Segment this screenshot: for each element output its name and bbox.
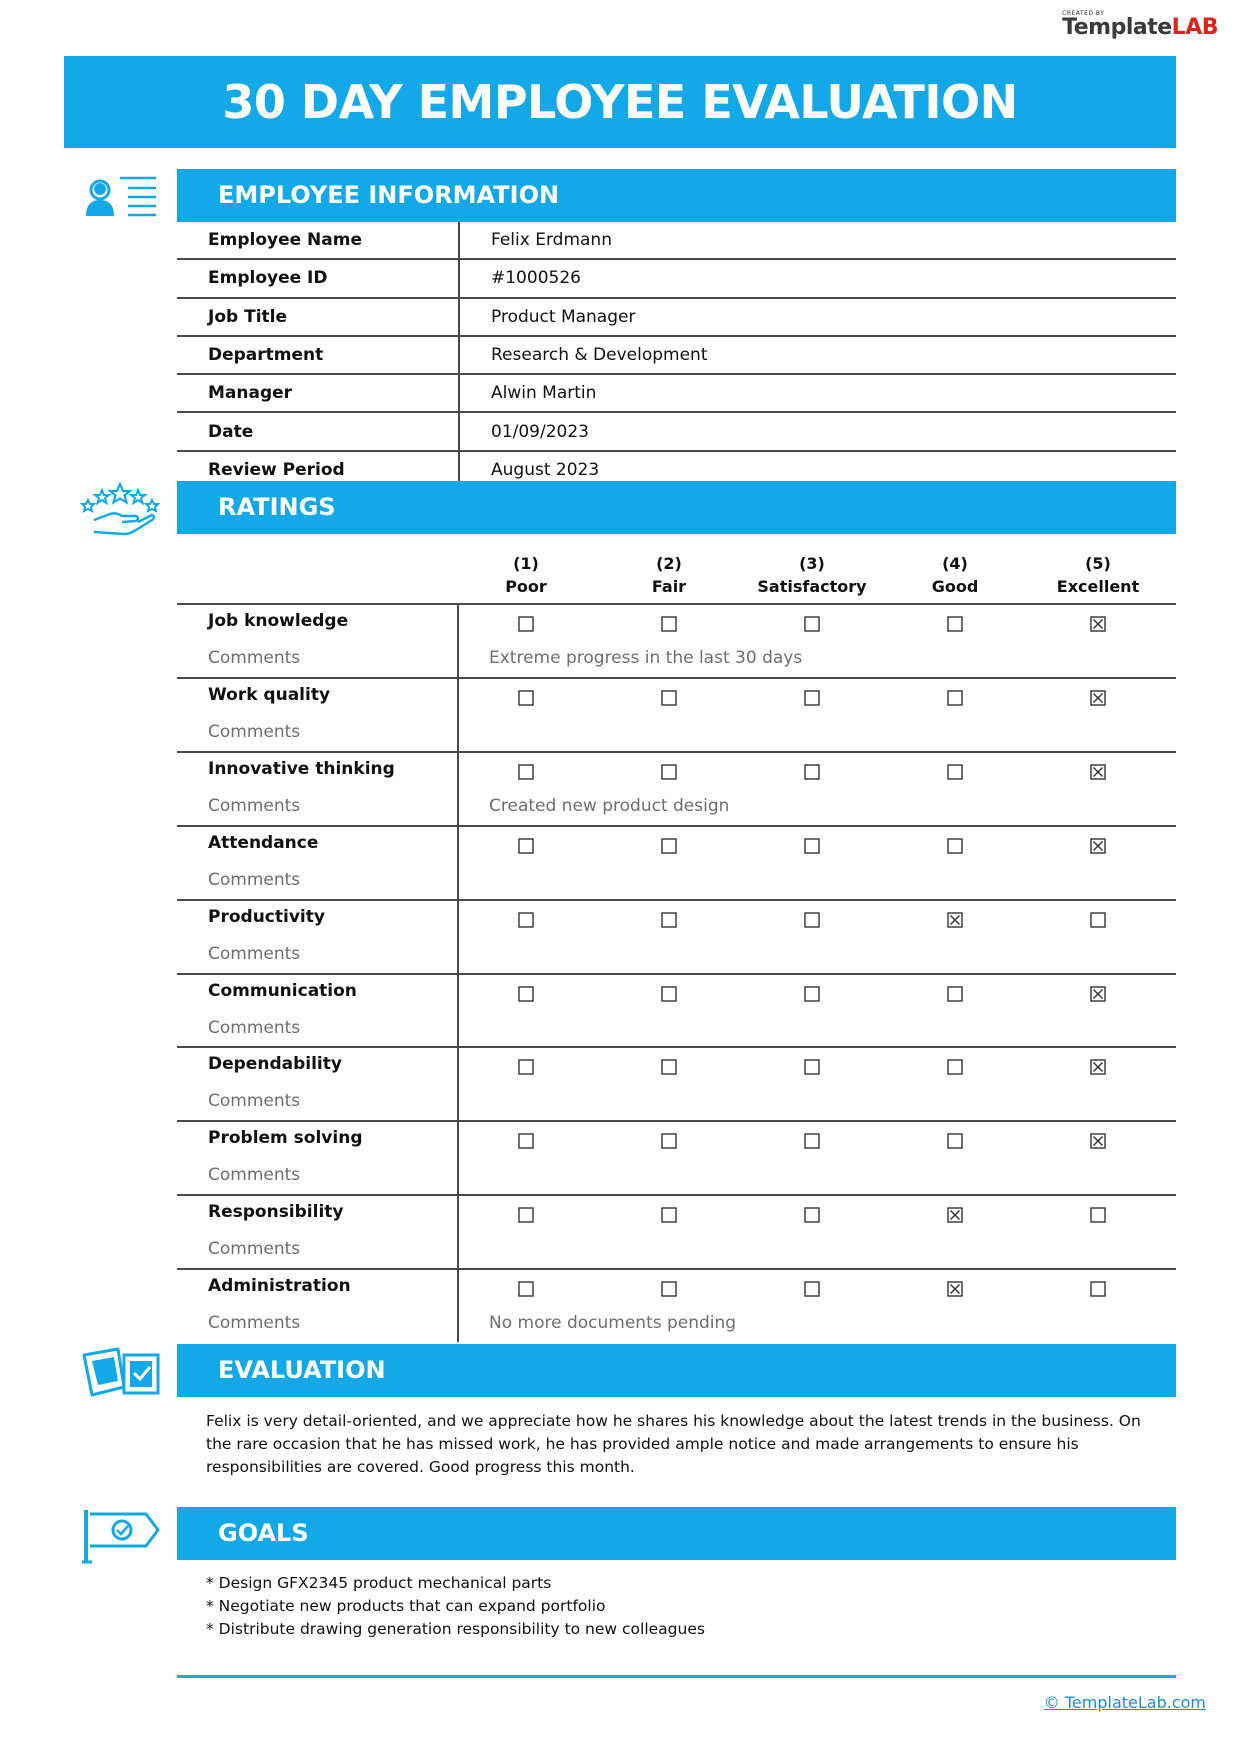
- criterion-name: Work quality: [208, 684, 331, 705]
- checkbox-checked-icon[interactable]: [947, 1281, 963, 1297]
- checkbox-empty-icon[interactable]: [518, 764, 534, 780]
- info-value: 01/09/2023: [459, 412, 1176, 450]
- section-header-goals: GOALS: [177, 1507, 1176, 1560]
- checkbox-empty-icon[interactable]: [661, 912, 677, 928]
- rating-scale-column: [885, 552, 1025, 598]
- info-value: Alwin Martin: [459, 374, 1176, 412]
- checkbox-empty-icon[interactable]: [947, 986, 963, 1002]
- checkbox-empty-icon[interactable]: [1090, 912, 1106, 928]
- criterion-name: Responsibility: [208, 1202, 344, 1223]
- evaluation-cards-icon: [80, 1343, 162, 1403]
- rating-scale-column: [1028, 552, 1168, 598]
- templatelab-link[interactable]: © TemplateLab.com: [1043, 1693, 1206, 1712]
- rating-scale-number: (4): [942, 554, 968, 573]
- criterion-name: Innovative thinking: [208, 758, 395, 779]
- comments-label: Comments: [208, 648, 301, 668]
- checkbox-empty-icon[interactable]: [804, 764, 820, 780]
- goals-list: [206, 1572, 705, 1641]
- section-header-evaluation: EVALUATION: [177, 1344, 1176, 1397]
- rating-scale-number: (1): [513, 554, 539, 573]
- checkbox-checked-icon[interactable]: [947, 912, 963, 928]
- checkbox-empty-icon[interactable]: [518, 616, 534, 632]
- comments-label: Comments: [208, 1165, 301, 1186]
- info-row: [177, 412, 1176, 450]
- comments-label: Comments: [208, 1239, 301, 1260]
- criterion-name: Administration: [208, 1276, 351, 1297]
- logo-created-by: CREATED BY: [1062, 10, 1105, 17]
- rating-scale-number: (5): [1085, 554, 1111, 573]
- info-value: August 2023: [491, 459, 600, 480]
- column-divider: [457, 1048, 459, 1120]
- column-divider: [457, 1122, 459, 1194]
- employee-card-icon: [80, 168, 162, 228]
- info-label: Employee ID: [177, 259, 459, 297]
- checkbox-empty-icon[interactable]: [518, 1207, 534, 1223]
- info-label: Date: [177, 412, 459, 450]
- page-title: 30 DAY EMPLOYEE EVALUATION: [64, 56, 1176, 148]
- checkbox-empty-icon[interactable]: [947, 1059, 963, 1075]
- rating-row: [177, 603, 1176, 677]
- section-header-ratings: RATINGS: [177, 481, 1176, 534]
- rating-row: [177, 1268, 1176, 1342]
- info-value: Felix Erdmann: [459, 222, 1176, 259]
- checkbox-checked-icon[interactable]: [947, 1207, 963, 1223]
- checkbox-empty-icon[interactable]: [804, 912, 820, 928]
- checkbox-empty-icon[interactable]: [661, 1059, 677, 1075]
- checkbox-empty-icon[interactable]: [518, 690, 534, 706]
- checkbox-empty-icon[interactable]: [947, 1133, 963, 1149]
- checkbox-empty-icon[interactable]: [661, 690, 677, 706]
- rating-row: [177, 899, 1176, 973]
- rating-row: [177, 825, 1176, 899]
- comments-label: Comments: [208, 795, 301, 816]
- rating-row: [177, 1120, 1176, 1194]
- info-label: Review Period: [177, 451, 459, 488]
- checkbox-empty-icon[interactable]: [518, 1059, 534, 1075]
- checkbox-empty-icon[interactable]: [661, 764, 677, 780]
- column-divider: [457, 679, 459, 751]
- checkbox-empty-icon[interactable]: [804, 986, 820, 1002]
- checkbox-empty-icon[interactable]: [661, 986, 677, 1002]
- info-value: Research & Development: [459, 336, 1176, 374]
- checkbox-checked-icon[interactable]: [1090, 690, 1106, 706]
- criterion-name: Productivity: [208, 906, 325, 927]
- column-divider: [457, 1196, 459, 1268]
- checkbox-empty-icon[interactable]: [804, 690, 820, 706]
- checkbox-empty-icon[interactable]: [804, 838, 820, 854]
- checkbox-empty-icon[interactable]: [947, 690, 963, 706]
- checkbox-empty-icon[interactable]: [1090, 1281, 1106, 1297]
- criterion-name: Problem solving: [208, 1128, 363, 1149]
- info-label: Department: [177, 336, 459, 374]
- rating-scale-column: [456, 552, 596, 598]
- comments-label: Comments: [208, 1313, 301, 1334]
- rating-row: [177, 973, 1176, 1047]
- rating-scale-number: (2): [656, 554, 682, 573]
- checkbox-empty-icon[interactable]: [518, 986, 534, 1002]
- column-divider: [457, 753, 459, 825]
- comments-label: Comments: [208, 1017, 301, 1038]
- info-row: [177, 298, 1176, 336]
- goal-item: * Design GFX2345 product mechanical parts: [206, 1574, 552, 1592]
- checkbox-empty-icon[interactable]: [661, 616, 677, 632]
- checkbox-empty-icon[interactable]: [804, 616, 820, 632]
- comment-text: No more documents pending: [489, 1313, 737, 1334]
- stars-hand-icon: [80, 480, 162, 540]
- rating-scale-label: Fair: [651, 577, 687, 596]
- comments-label: Comments: [208, 943, 301, 964]
- section-header-info: EMPLOYEE INFORMATION: [177, 169, 1176, 222]
- employee-info-table: [177, 222, 1176, 488]
- checkbox-empty-icon[interactable]: [518, 1281, 534, 1297]
- rating-scale-column: [599, 552, 739, 598]
- evaluation-text: Felix is very detail-oriented, and we appreciate how he shares his knowledge about the latest trends in the business. On the rare occasion that he has missed work, he has provided ample notice and made arrangements to ensure his responsibilities are covered. Good progress this month.: [206, 1412, 1141, 1476]
- criterion-name: Communication: [208, 980, 357, 1001]
- logo-brand-main: Template: [1062, 15, 1172, 40]
- checkbox-empty-icon[interactable]: [947, 838, 963, 854]
- checkbox-empty-icon[interactable]: [947, 616, 963, 632]
- checkbox-empty-icon[interactable]: [518, 912, 534, 928]
- rating-row: [177, 1194, 1176, 1268]
- rating-row: [177, 1046, 1176, 1120]
- checkbox-checked-icon[interactable]: [1090, 616, 1106, 632]
- column-divider: [457, 901, 459, 973]
- logo-wordmark: [1062, 17, 1218, 39]
- checkbox-empty-icon[interactable]: [1090, 1207, 1106, 1223]
- footer-divider: [177, 1675, 1176, 1678]
- info-value: Product Manager: [459, 298, 1176, 336]
- checkbox-empty-icon[interactable]: [661, 838, 677, 854]
- criterion-name: Job knowledge: [208, 611, 349, 631]
- checkbox-empty-icon[interactable]: [804, 1059, 820, 1075]
- checkbox-checked-icon[interactable]: [1090, 1059, 1106, 1075]
- checkbox-empty-icon[interactable]: [661, 1133, 677, 1149]
- info-row: [177, 374, 1176, 412]
- logo-brand-accent: LAB: [1171, 15, 1218, 40]
- rating-scale-label: Poor: [505, 577, 547, 596]
- checkbox-empty-icon[interactable]: [804, 1207, 820, 1223]
- comment-text: Extreme progress in the last 30 days: [489, 648, 803, 668]
- rating-row: [177, 751, 1176, 825]
- checkbox-empty-icon[interactable]: [661, 1207, 677, 1223]
- rating-scale-label: Good: [931, 577, 979, 596]
- info-row: [177, 222, 1176, 259]
- rating-row: [177, 677, 1176, 751]
- criterion-name: Attendance: [208, 832, 319, 853]
- column-divider: [457, 1270, 459, 1342]
- comments-label: Comments: [208, 721, 301, 742]
- comments-label: Comments: [208, 869, 301, 890]
- info-label: Manager: [177, 374, 459, 412]
- goal-flag-icon: [80, 1506, 162, 1566]
- checkbox-empty-icon[interactable]: [804, 1133, 820, 1149]
- rating-scale-number: (3): [799, 554, 825, 573]
- templatelab-logo: [1062, 10, 1218, 39]
- goal-item: * Distribute drawing generation responsibility to new colleagues: [206, 1620, 705, 1638]
- checkbox-checked-icon[interactable]: [1090, 1133, 1106, 1149]
- criterion-name: Dependability: [208, 1054, 342, 1075]
- goal-item: * Negotiate new products that can expand portfolio: [206, 1597, 606, 1615]
- checkbox-empty-icon[interactable]: [518, 1133, 534, 1149]
- checkbox-empty-icon[interactable]: [804, 1281, 820, 1297]
- rating-scale-label: Excellent: [1056, 577, 1140, 596]
- comments-label: Comments: [208, 1091, 301, 1112]
- column-divider: [457, 975, 459, 1047]
- rating-scale-label: Satisfactory: [757, 577, 867, 596]
- info-row: [177, 259, 1176, 297]
- comment-text: Created new product design: [489, 795, 730, 816]
- column-divider: [457, 827, 459, 899]
- info-label: Employee Name: [177, 222, 459, 259]
- column-divider: [457, 605, 459, 677]
- info-label: Job Title: [177, 298, 459, 336]
- checkbox-checked-icon[interactable]: [1090, 838, 1106, 854]
- checkbox-empty-icon[interactable]: [661, 1281, 677, 1297]
- checkbox-checked-icon[interactable]: [1090, 764, 1106, 780]
- checkbox-empty-icon[interactable]: [518, 838, 534, 854]
- checkbox-empty-icon[interactable]: [947, 764, 963, 780]
- checkbox-checked-icon[interactable]: [1090, 986, 1106, 1002]
- info-value: #1000526: [459, 259, 1176, 297]
- rating-scale-column: [742, 552, 882, 598]
- info-row: [177, 336, 1176, 374]
